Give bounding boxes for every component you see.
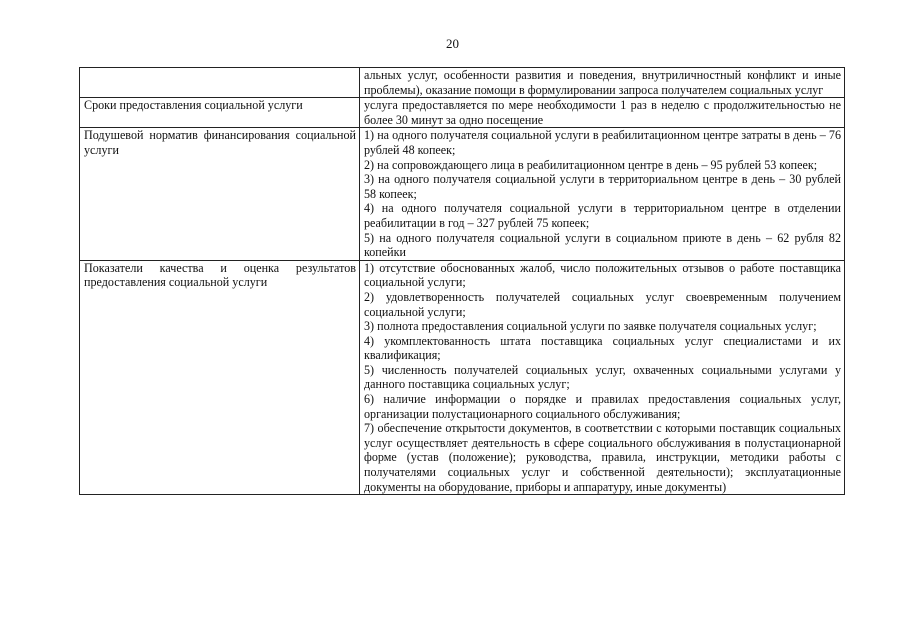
content-paragraph: 4) укомплектованность штата поставщика социальных услуг специалистами и их квалификация;	[364, 333, 841, 363]
content-paragraph: 5) на одного получателя социальной услуги в социальном приюте в день – 62 рубля 82 копейки	[364, 230, 841, 260]
content-paragraph: 4) на одного получателя социальной услуги в территориальном центре в отделении реабилитации в год – 327 рублей 75 копеек;	[364, 201, 841, 230]
table-row	[80, 68, 845, 98]
row-content-cell	[360, 98, 845, 128]
row-content-cell	[360, 68, 845, 98]
row-content-cell	[360, 128, 845, 260]
content-paragraph: 7) обеспечение открытости документов, в соответствии с которыми поставщик социальных услуг осуществляет деятельность в сфере социального обслуживания в полустационарной форме (устав (положение); руководства, правила, инструкции, методики работы с получателями социальных услуг и собственной деятельности); эксплуатационные документы на оборудование, приборы и аппаратуру, иные документы)	[364, 421, 841, 494]
row-label-cell	[80, 68, 360, 98]
content-paragraph: услуга предоставляется по мере необходимости 1 раз в неделю с продолжительностью не более 30 минут за одно посещение	[364, 98, 841, 127]
row-label-cell	[80, 260, 360, 495]
content-paragraph: 5) численность получателей социальных услуг, охваченных социальными услугами у данного поставщика социальных услуг;	[364, 362, 841, 392]
content-paragraph: 1) на одного получателя социальной услуги в реабилитационном центре затраты в день – 76 рублей 48 копеек;	[364, 128, 841, 157]
table-row	[80, 128, 845, 260]
row-label: Подушевой норматив финансирования социальной услуги	[84, 128, 356, 157]
row-label-cell	[80, 128, 360, 260]
content-paragraph: 2) на сопровождающего лица в реабилитационном центре в день – 95 рублей 53 копеек;	[364, 157, 818, 172]
content-paragraph: 3) полнота предоставления социальной услуги по заявке получателя социальных услуг;	[364, 319, 817, 334]
page-number: 20	[446, 36, 459, 51]
content-paragraph: 3) на одного получателя социальной услуги в территориальном центре в день – 30 рублей 58 копеек;	[364, 172, 841, 201]
content-paragraph: 6) наличие информации о порядке и правилах предоставления социальных услуг, организации полустационарного социального обслуживания;	[364, 392, 841, 421]
row-label: Сроки предоставления социальной услуги	[84, 98, 303, 113]
content-paragraph: 1) отсутствие обоснованных жалоб, число положительных отзывов о работе поставщика социальной услуги;	[364, 260, 841, 290]
services-table	[79, 67, 845, 495]
content-paragraph: 2) удовлетворенность получателей социальных услуг своевременным получением социальной услуги;	[364, 289, 841, 319]
table-row	[80, 98, 845, 128]
row-label-cell	[80, 98, 360, 128]
row-label: Показатели качества и оценка результатов предоставления социальной услуги	[84, 260, 356, 290]
table-row	[80, 260, 845, 495]
row-content-cell	[360, 260, 845, 495]
content-paragraph: альных услуг, особенности развития и поведения, внутриличностный конфликт и иные проблемы), оказание помощи в формулировании запроса получателем социальных услуг	[364, 68, 841, 97]
